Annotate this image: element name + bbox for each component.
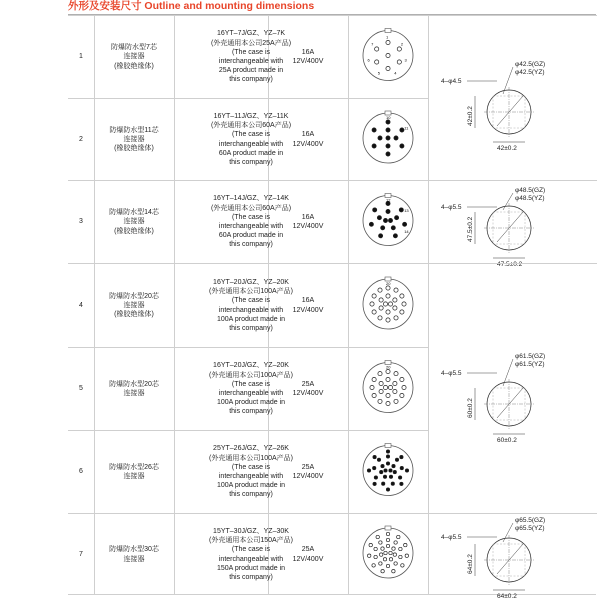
connector-pin — [398, 476, 401, 479]
connector-pin — [397, 535, 400, 538]
connector-pin — [386, 369, 390, 373]
connector-pin — [373, 482, 376, 485]
connector-pin — [386, 152, 390, 156]
table-row — [68, 513, 428, 595]
diagonal-line — [497, 212, 523, 242]
rating — [268, 16, 348, 98]
connector-pin — [374, 547, 377, 550]
vertical-dimension-label: 60±0.2 — [467, 398, 474, 418]
connector-pin — [386, 393, 390, 397]
model-line: (The case is — [231, 131, 271, 139]
connector-pin — [392, 464, 395, 467]
connector-pin — [384, 469, 387, 472]
model-line: (外壳通用本公司25A产品) — [210, 39, 292, 47]
model-line: (外壳通用本公司100A产品) — [208, 454, 293, 462]
connector-pin — [401, 564, 404, 567]
rating-voltage: 12V/400V — [292, 58, 324, 65]
pin-label: 20 — [386, 281, 391, 286]
model-line: this company) — [229, 408, 273, 416]
leader-line — [503, 523, 513, 542]
diagonal-line — [497, 388, 523, 418]
rating — [268, 431, 348, 513]
connector-pin — [369, 543, 372, 546]
connector-pin — [393, 470, 396, 473]
model-line: 16YT–20J/GZ、YZ–20K — [213, 278, 289, 286]
product-name-line: 连接器 — [123, 218, 145, 226]
connector-pin — [399, 547, 402, 550]
connector-pin — [378, 372, 382, 376]
gz-diameter-label: φ65.5(GZ) — [515, 517, 546, 524]
product-name-line: 防爆防水型7芯 — [111, 44, 157, 52]
yz-diameter-label: φ61.5(YZ) — [515, 361, 545, 368]
model-line: interchangeable with — [218, 473, 284, 480]
yz-diameter-label: φ65.5(YZ) — [515, 525, 545, 532]
connector-pin — [378, 136, 382, 140]
connector-pin — [388, 385, 392, 389]
connector-face — [348, 348, 428, 431]
product-name-line: 连接器 — [123, 390, 145, 397]
connector-pin — [389, 551, 392, 554]
pin-label: 20 — [386, 364, 391, 370]
leader-line — [503, 193, 513, 210]
product-name-line: 连接器 — [123, 53, 145, 61]
connector-pin — [379, 381, 383, 385]
table-row — [68, 347, 428, 430]
connector-pin — [400, 482, 403, 485]
table-row — [68, 180, 428, 263]
connector-pin — [384, 551, 387, 554]
connector-pin — [386, 450, 389, 453]
connector-pin — [393, 389, 397, 393]
rating-current: 16A — [301, 131, 315, 139]
horizontal-dimension-label: 60±0.2 — [497, 437, 517, 444]
connector-pin — [405, 554, 408, 557]
rating-voltage: 12V/400V — [292, 555, 324, 563]
connector-pin — [394, 288, 398, 292]
model-line: 100A product made in — [216, 315, 286, 323]
connector-pin — [378, 288, 382, 292]
model-line: (外壳通用本公司100A产品) — [208, 371, 293, 379]
connector-pin — [394, 316, 398, 320]
connector-pin — [377, 458, 380, 461]
connector-key — [385, 526, 391, 530]
vertical-dimension-label: 47.5±0.2 — [467, 216, 474, 242]
row-number-text: 3 — [79, 218, 83, 226]
model-line: (The case is — [231, 48, 271, 56]
connector-pin — [391, 226, 395, 230]
model-line: interchangeable with — [218, 223, 284, 230]
connector-pin — [386, 144, 390, 148]
connector-pin — [386, 310, 390, 314]
connector-pin — [391, 482, 394, 485]
model-line: (The case is — [231, 297, 271, 305]
model-line: (外壳通用本公司150A产品) — [208, 537, 293, 545]
yz-diameter-label: φ48.5(YZ) — [515, 195, 545, 202]
connector-pin — [393, 306, 397, 310]
horizontal-dimension-label: 47.5±0.2 — [497, 261, 523, 268]
connector-pin — [386, 66, 390, 70]
connector-pin — [386, 318, 390, 322]
model-line: 25YT–26J/GZ、YZ–26K — [213, 445, 289, 453]
connector-pin — [386, 532, 389, 535]
connector-pin — [389, 475, 392, 478]
horizontal-dimension-label: 64±0.2 — [497, 593, 517, 600]
model-line: 60A product made in — [218, 232, 284, 240]
rating-current: 16A — [301, 297, 315, 305]
connector-pin — [400, 310, 404, 314]
mounting-holes-label: 4–φ5.5 — [441, 204, 462, 211]
product-name-line: 连接器 — [123, 555, 145, 563]
rating — [268, 264, 348, 347]
connector-pin — [379, 541, 382, 544]
connector-pin — [368, 554, 371, 557]
pin-label: 3 — [404, 57, 407, 63]
connector-pin — [397, 60, 401, 64]
connector-pin — [392, 570, 395, 573]
connector-pin — [381, 570, 384, 573]
table-row — [68, 430, 428, 513]
rating — [268, 348, 348, 430]
connector-pin — [393, 553, 396, 556]
connector-pin — [380, 553, 383, 556]
product-name — [94, 431, 174, 513]
product-name-line: (橡胶绝缘体) — [114, 145, 154, 153]
connector-pin — [386, 286, 390, 290]
connector-face — [348, 431, 428, 514]
connector-pin — [372, 128, 376, 132]
mounting-holes-label: 4–φ4.5 — [441, 78, 462, 85]
model-line: interchangeable with — [218, 555, 284, 563]
rating-voltage: 12V/400V — [292, 473, 324, 480]
connector-pin — [372, 144, 376, 148]
connector-pin — [372, 393, 376, 397]
connector-pin — [386, 462, 389, 465]
connector-pin — [402, 302, 406, 306]
model-line: (外壳通用本公司60A产品) — [210, 122, 292, 130]
product-name-line: 连接器 — [123, 135, 145, 143]
connector-face — [348, 264, 428, 348]
connector-pin — [388, 302, 392, 306]
product-name — [94, 264, 174, 347]
model-line: (The case is — [231, 380, 271, 388]
pin-label: 13 — [404, 208, 409, 213]
connector-face — [348, 16, 428, 99]
connector-pin — [386, 209, 390, 213]
connector-pin — [367, 469, 370, 472]
connector-pin — [402, 385, 406, 389]
connector-pin — [393, 381, 397, 385]
connector-pin — [372, 564, 375, 567]
product-name-line: 防爆防水型20芯 — [109, 292, 159, 300]
model-line: interchangeable with — [218, 390, 284, 397]
model-line: 16YT–7J/GZ、YZ–7K — [216, 30, 286, 38]
connector-pin — [394, 372, 398, 376]
model-line: interchangeable with — [218, 140, 284, 148]
row-number-text: 2 — [79, 135, 83, 143]
rating-current: 25A — [301, 380, 315, 388]
model-line: this company) — [229, 573, 273, 581]
model-line: this company) — [229, 158, 273, 166]
row-number — [68, 348, 94, 430]
connector-pin — [393, 298, 397, 302]
connector-pin — [404, 543, 407, 546]
yz-diameter-label: φ42.5(YZ) — [515, 69, 545, 76]
model-line: this company) — [229, 76, 273, 84]
connector-pin — [386, 120, 390, 124]
pin-label: 10 — [386, 115, 391, 120]
rating-voltage: 12V/400V — [292, 306, 324, 314]
connector-pin — [379, 234, 383, 238]
row-number — [68, 16, 94, 98]
model-line: (The case is — [231, 546, 271, 554]
connector-pin — [400, 294, 404, 298]
rating-voltage: 12V/400V — [292, 390, 324, 397]
product-name-line: (橡胶绝缘体) — [114, 311, 154, 319]
connector-pin — [379, 562, 382, 565]
product-name-line: 防爆防水型26芯 — [109, 463, 159, 471]
model-line: 15YT–30J/GZ、YZ–30K — [213, 527, 289, 535]
row-number — [68, 264, 94, 347]
rating-voltage: 12V/400V — [292, 140, 324, 148]
connector-pin — [378, 316, 382, 320]
connector-pin — [376, 535, 379, 538]
model-line: 100A product made in — [216, 482, 286, 490]
product-name-line: (橡胶绝缘体) — [114, 62, 154, 70]
connector-pin — [400, 393, 404, 397]
connector-pin — [386, 53, 390, 57]
connector-pin — [389, 469, 392, 472]
connector-pin — [386, 294, 390, 298]
connector-pin — [394, 541, 397, 544]
pin-label: 4 — [394, 70, 397, 76]
connector-pin — [405, 469, 408, 472]
connector-pin — [380, 470, 383, 473]
connector-pin — [370, 385, 374, 389]
row-number-text: 1 — [79, 53, 83, 61]
connector-pin — [393, 234, 397, 238]
rating-current: 16A — [301, 213, 315, 221]
rating-current: 16A — [301, 48, 315, 56]
model-line: interchangeable with — [218, 58, 284, 65]
row-number-text: 5 — [79, 385, 83, 393]
model-line: 150A product made in — [216, 564, 286, 572]
connector-pin — [388, 218, 392, 222]
dimension-block-1 — [429, 15, 597, 180]
table-row — [68, 15, 428, 98]
product-name-line: 连接器 — [123, 473, 145, 480]
model-line: this company) — [229, 491, 273, 499]
model-line: (外壳通用本公司60A产品) — [210, 204, 292, 212]
row-number-text: 7 — [79, 550, 83, 558]
pin-label: 5 — [377, 70, 381, 76]
connector-pin — [370, 302, 374, 306]
connector-pin — [379, 306, 383, 310]
connector-pin — [382, 482, 385, 485]
product-name-line: (橡胶绝缘体) — [114, 227, 154, 235]
connector-pin — [373, 455, 376, 458]
connector-pin — [395, 216, 399, 220]
product-name — [94, 181, 174, 263]
connector-face — [348, 514, 428, 596]
connector-pin — [400, 455, 403, 458]
connector-pin — [400, 466, 403, 469]
connector-pin — [400, 377, 404, 381]
row-number — [68, 514, 94, 595]
pin-label: 14 — [404, 229, 409, 234]
connector-pin — [383, 385, 387, 389]
connector-pin — [373, 466, 376, 469]
row-number-text: 6 — [79, 468, 83, 476]
product-name-line: 防爆防水型30芯 — [109, 546, 159, 554]
connector-pin — [375, 60, 379, 64]
diagonal-line — [497, 96, 523, 126]
connector-pin — [400, 144, 404, 148]
connector-pin — [373, 208, 377, 212]
connector-pin — [375, 47, 379, 51]
rating-current: 25A — [301, 546, 315, 554]
connector-pin — [394, 136, 398, 140]
connector-pin — [386, 564, 389, 567]
gz-diameter-label: φ61.5(GZ) — [515, 353, 546, 360]
gz-diameter-label: φ42.5(GZ) — [515, 61, 546, 68]
pin-label: 12 — [386, 197, 391, 203]
connector-pin — [383, 475, 386, 478]
row-number-text: 4 — [79, 301, 83, 309]
model-line: 16YT–14J/GZ、YZ–14K — [213, 195, 289, 203]
connector-pin — [386, 128, 390, 132]
connector-pin — [386, 538, 389, 541]
connector-pin — [386, 377, 390, 381]
connector-pin — [369, 222, 373, 226]
model-line: 16YT–11J/GZ、YZ–11K — [213, 112, 289, 120]
connector-pin — [377, 216, 381, 220]
dimension-column — [428, 15, 596, 600]
dimension-block-2 — [429, 180, 597, 268]
connector-pin — [386, 40, 390, 44]
rating-current: 25A — [301, 463, 315, 471]
product-name-line: 防爆防水型20芯 — [109, 380, 159, 388]
connector-key — [385, 444, 391, 448]
page-title: 外形及安装尺寸 Outline and mounting dimensions — [68, 0, 315, 12]
row-number — [68, 99, 94, 180]
pin-label: 6 — [367, 57, 370, 63]
connector-pin — [372, 294, 376, 298]
connector-pin — [386, 401, 390, 405]
connector-key — [385, 29, 391, 33]
product-name-line: 防爆防水型11芯 — [109, 126, 159, 134]
connector-pin — [395, 458, 398, 461]
horizontal-dimension-label: 42±0.2 — [497, 145, 517, 152]
connector-pin — [383, 558, 386, 561]
connector-pin — [394, 399, 398, 403]
model-line: (The case is — [231, 213, 271, 221]
connector-pin — [381, 226, 385, 230]
connector-pin — [399, 208, 403, 212]
connector-pin — [386, 455, 389, 458]
model-line: (The case is — [231, 463, 271, 471]
product-name — [94, 514, 174, 595]
connector-pin — [379, 389, 383, 393]
connector-pin — [394, 562, 397, 565]
model-line: (外壳通用本公司100A产品) — [208, 288, 293, 296]
gz-diameter-label: φ48.5(GZ) — [515, 187, 546, 194]
pin-label: 11 — [404, 125, 409, 131]
connector-pin — [379, 298, 383, 302]
connector-pin — [392, 547, 395, 550]
rating-voltage: 12V/400V — [292, 223, 324, 230]
product-name — [94, 16, 174, 98]
model-line: this company) — [229, 324, 273, 332]
model-line: 60A product made in — [218, 149, 284, 157]
model-line: 100A product made in — [216, 399, 286, 407]
connector-pin — [397, 47, 401, 51]
rating — [268, 514, 348, 595]
connector-pin — [374, 555, 377, 558]
spec-table — [68, 15, 596, 600]
mounting-holes-label: 4–φ5.5 — [441, 534, 462, 541]
pin-label: 1 — [386, 34, 389, 40]
connector-face — [348, 181, 428, 264]
row-number — [68, 181, 94, 263]
pin-label: 2 — [400, 41, 404, 47]
model-line: this company) — [229, 241, 273, 249]
connector-pin — [386, 136, 390, 140]
diagonal-line — [497, 544, 523, 574]
dimension-block-3 — [429, 263, 597, 513]
rating — [268, 99, 348, 180]
mounting-holes-label: 4–φ5.5 — [441, 370, 462, 377]
connector-pin — [403, 222, 407, 226]
vertical-dimension-label: 64±0.2 — [467, 554, 474, 574]
connector-pin — [381, 464, 384, 467]
connector-pin — [372, 377, 376, 381]
vertical-dimension-label: 42±0.2 — [467, 106, 474, 126]
product-name — [94, 348, 174, 430]
connector-pin — [383, 218, 387, 222]
connector-pin — [383, 302, 387, 306]
product-name-line: 连接器 — [123, 301, 145, 309]
connector-pin — [389, 558, 392, 561]
model-line: interchangeable with — [218, 306, 284, 314]
connector-pin — [372, 310, 376, 314]
connector-pin — [386, 544, 389, 547]
connector-pin — [374, 476, 377, 479]
model-line: 16YT–20J/GZ、YZ–20K — [213, 362, 289, 370]
connector-face — [348, 99, 428, 181]
connector-pin — [399, 555, 402, 558]
connector-pin — [378, 399, 382, 403]
product-name — [94, 99, 174, 180]
row-number — [68, 431, 94, 513]
rating — [268, 181, 348, 263]
product-name-line: 防爆防水型14芯 — [109, 209, 159, 217]
pin-label: 7 — [371, 41, 374, 47]
connector-pin — [386, 488, 389, 491]
table-row — [68, 263, 428, 347]
dimension-block-4 — [429, 513, 597, 600]
connector-pin — [381, 547, 384, 550]
table-row — [68, 98, 428, 180]
model-line: 25A product made in — [218, 67, 284, 75]
